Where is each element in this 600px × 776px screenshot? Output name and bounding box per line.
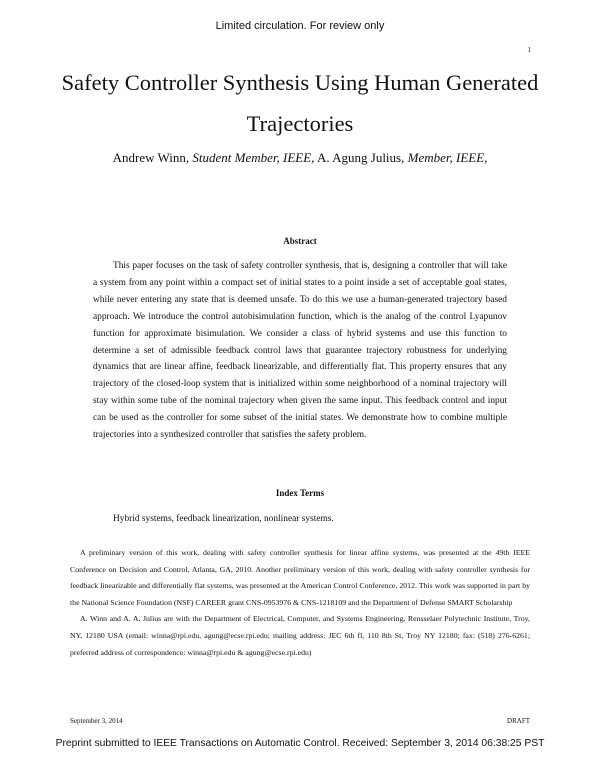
preprint-banner: Preprint submitted to IEEE Transactions on Automatic Control. Received: September 3, 2014 06:38:25 PST	[55, 738, 545, 749]
index-terms-heading: Index Terms	[275, 488, 325, 498]
author-name: Andrew Winn,	[112, 150, 190, 165]
author-membership: Member, IEEE,	[407, 150, 488, 165]
author-line	[40, 150, 560, 166]
author-name: A. Agung Julius,	[316, 150, 405, 165]
abstract-text: This paper focuses on the task of safety controller synthesis, that is, designing a controller that will take a system from any point within a compact set of initial states to a point inside a set of acceptable goal states, while never entering any state that is deemed unsafe. To do this we use a human-generated trajectory based approach. We introduce the control autobisimulation function, which is the analog of the control Lyapunov function for approximate bisimulation. We consider a class of hybrid systems and use this function to determine a set of admissible feedback control laws that guarantee trajectory robustness for underlying dynamics that are linear affine, feedback linearizable, and differentially flat. This property ensures that any trajectory of the closed-loop system that is initialized within some neighborhood of a nominal trajectory will stay within some tube of the nominal trajectory when given the same input. This feedback control and input can be used as the controller for some subset of the initial states. We demonstrate how to combine multiple trajectories into a synthesized controller that satisfies the safety problem.	[93, 261, 507, 441]
footnote-affiliation: A. Winn and A. A. Julius are with the Department of Electrical, Computer, and Systems Engineering, Rensselaer Polytechnic Institute, Troy, NY, 12180 USA (email: winna@rpi.edu, agung@ecse.rpi.edu; mailing address: JEC 6th fl, 110 8th St, Troy NY 12180; fax: (518) 276-6261; preferred address of correspondence: winna@rpi.edu & agung@ecse.rpi.edu)	[70, 614, 530, 657]
review-banner: Limited circulation. For review only	[215, 20, 385, 32]
footer-date: September 3, 2014	[70, 717, 123, 725]
footnote-preliminary: A preliminary version of this work, dealing with safety controller synthesis for linear affine systems, was presented at the 49th IEEE Conference on Decision and Control, Atlanta, GA, 2010. Another preliminary version of this work, dealing with safety controller synthesis for feedback linearizable and differentially flat systems, was presented at the American Control Conference, 2012. This work was supported in part by the National Science Foundation (NSF) CAREER grant CNS-0953976 & CNS-1218109 and the Department of Defense SMART Scholarship	[70, 548, 530, 607]
footer-draft-label: DRAFT	[507, 717, 530, 725]
abstract-heading: Abstract	[283, 236, 317, 246]
author-membership: Student Member, IEEE,	[192, 150, 315, 165]
index-terms-text: Hybrid systems, feedback linearization, nonlinear systems.	[113, 514, 334, 524]
footnotes	[70, 545, 530, 661]
page-number: 1	[527, 46, 531, 54]
paper-title: Safety Controller Synthesis Using Human Generated Trajectories	[61, 70, 539, 136]
